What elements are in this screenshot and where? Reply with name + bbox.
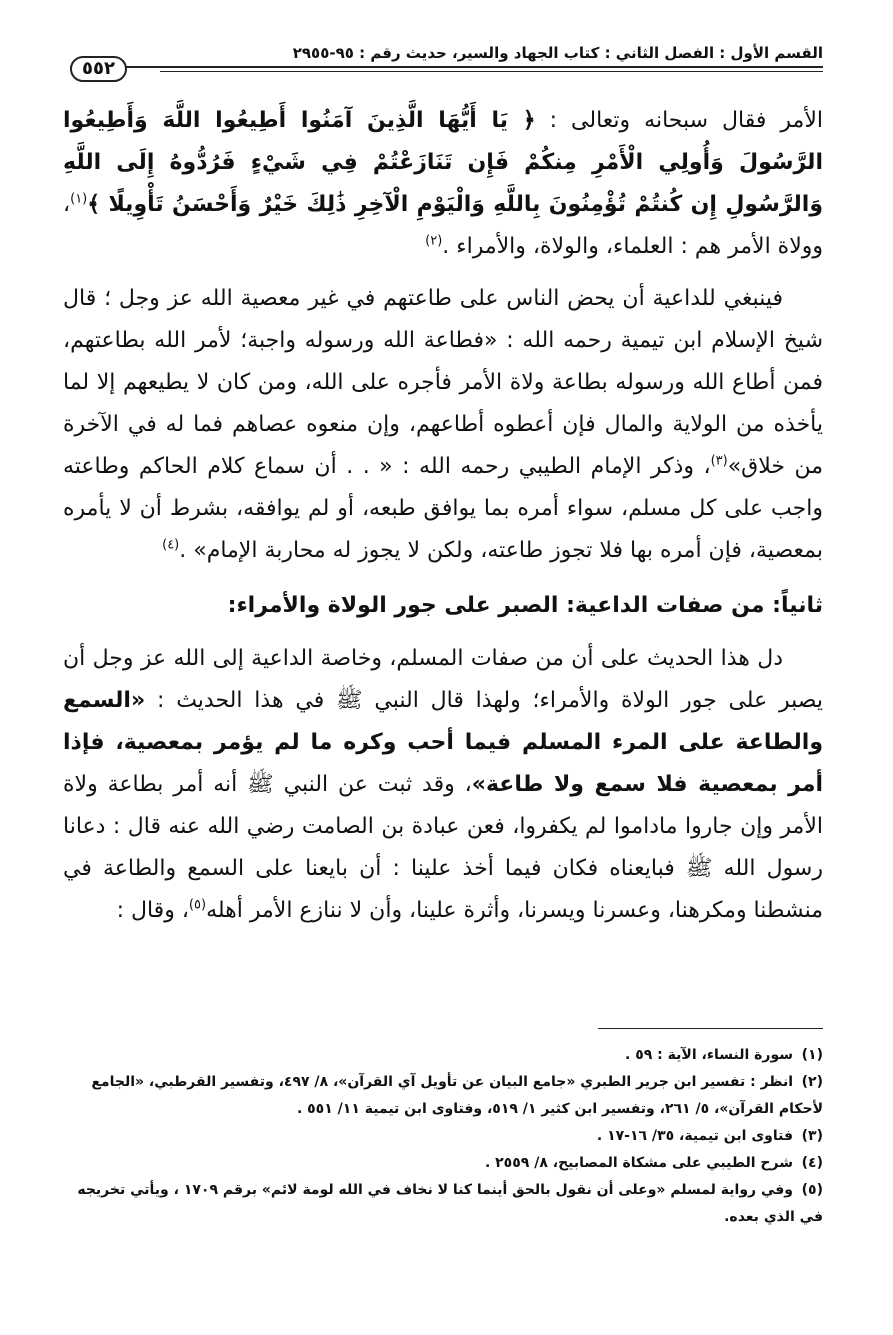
- header-rule-top: [70, 66, 823, 68]
- footnote-ref-2: (٢): [425, 233, 443, 249]
- footnote-ref-3: (٣): [710, 453, 728, 469]
- p1-end: ، وولاة الأمر هم : العلماء، والولاة، والأمراء .: [63, 192, 823, 259]
- running-head: القسم الأول : الفصل الثاني : كتاب الجهاد والسير، حديث رقم : ٩٥-٢٩٥٥: [292, 44, 823, 62]
- footnote-separator: [598, 1028, 823, 1029]
- header-rule-bottom: [160, 71, 823, 72]
- footnote-text: وفي رواية لمسلم «وعلى أن نقول بالحق أينما كنا لا نخاف في الله لومة لائم» برقم ١٧٠٩ ، ويأتي تخريجه في الذي بعده.: [77, 1182, 823, 1225]
- paragraph-3: [63, 638, 823, 932]
- footnote-number: (٥): [801, 1182, 823, 1198]
- footnote-item: [63, 1150, 823, 1177]
- paragraph-2: [63, 278, 823, 572]
- p3-end: ، وقد ثبت عن النبي ﷺ أنه أمر بطاعة ولاة الأمر وإن جاروا ماداموا لم يكفروا، فعن عبادة بن الصامت رضي الله عنه قال : دعانا رسول الله ﷺ فبايعناه فكان فيما أخذ علينا : أن بايعنا على السمع والطاعة في منشطنا ومكرهنا، وعسرنا ويسرنا، وأثرة علينا، وأن لا ننازع الأمر أهله: [63, 772, 823, 923]
- page-number: ٥٥٢: [70, 56, 127, 82]
- p2-mid: ، وذكر الإمام الطيبي رحمه الله : « . . أن سماع كلام الحاكم وطاعته واجب على كل مسلم، سواء أمره بما يوافق طبعه، أو لم يوافقه، بشرط أن لا يأمره بمعصية، فإن أمره بها فلا تجوز طاعته، ولكن لا يجوز له محاربة الإمام» .: [63, 454, 823, 563]
- footnote-item: [63, 1042, 823, 1069]
- footnote-item: [63, 1177, 823, 1231]
- footnote-number: (١): [801, 1047, 823, 1063]
- footnotes: [63, 1042, 823, 1231]
- footnote-text: شرح الطيبي على مشكاة المصابيح، ٨/ ٢٥٥٩ .: [484, 1155, 793, 1171]
- page-header: [70, 44, 823, 78]
- footnote-number: (٤): [801, 1155, 823, 1171]
- footnote-ref-4: (٤): [162, 537, 180, 553]
- paragraph-1: [63, 100, 823, 268]
- p2-start: فينبغي للداعية أن يحض الناس على طاعتهم في غير معصية الله عز وجل ؛ قال شيخ الإسلام ابن تيمية رحمه الله : «فطاعة الله ورسوله واجبة؛ لأمر الله بطاعتهم، فمن أطاع الله ورسوله بطاعة ولاة الأمر فأجره على الله، ومن كان لا يطيعهم إلا لما يأخذه من الولاية والمال فإن أعطوه أطاعهم، وإن منعوه عصاهم فما له في الآخرة من خلاق»: [63, 286, 824, 479]
- page-body: [63, 100, 823, 932]
- p1-start: الأمر فقال سبحانه وتعالى :: [535, 108, 823, 133]
- footnote-item: [63, 1069, 823, 1123]
- section-heading: ثانياً: من صفات الداعية: الصبر على جور الولاة والأمراء:: [227, 593, 823, 618]
- p3-tail: ، وقال :: [116, 898, 189, 923]
- footnote-item: [63, 1123, 823, 1150]
- quran-verse: ﴿ يَا أَيُّهَا الَّذِينَ آمَنُوا أَطِيعُوا اللَّهَ وَأَطِيعُوا الرَّسُولَ وَأُولِي الْأَمْرِ مِنكُمْ فَإِن تَنَازَعْتُمْ فِي شَيْءٍ فَرُدُّوهُ إِلَى اللَّهِ وَالرَّسُولِ إِن كُنتُمْ تُؤْمِنُونَ بِاللَّهِ وَالْيَوْمِ الْآخِرِ ذَٰلِكَ خَيْرٌ وَأَحْسَنُ تَأْوِيلًا ﴾: [63, 108, 823, 217]
- footnote-text: فتاوى ابن تيمية، ٣٥/ ١٦-١٧ .: [596, 1128, 793, 1144]
- footnote-ref-1: (١): [70, 191, 88, 207]
- footnote-text: انظر : تفسير ابن جرير الطبري «جامع البيان عن تأويل آي القرآن»، ٨/ ٤٩٧، وتفسير القرطبي، «الجامع لأحكام القرآن»، ٥/ ٢٦١، وتفسير ابن كثير ١/ ٥١٩، وفتاوى ابن تيمية ١١/ ٥٥١ .: [91, 1074, 823, 1117]
- hadith-text: «السمع والطاعة على المرء المسلم فيما أحب وكره ما لم يؤمر بمعصية، فإذا أمر بمعصية فلا سمع ولا طاعة»: [63, 688, 824, 797]
- footnote-number: (٢): [801, 1074, 823, 1090]
- p3-start: دل هذا الحديث على أن من صفات المسلم، وخاصة الداعية إلى الله عز وجل أن يصبر على جور الولاة والأمراء؛ ولهذا قال النبي ﷺ في هذا الحديث :: [63, 646, 823, 713]
- footnote-text: سورة النساء، الآية : ٥٩ .: [625, 1047, 793, 1063]
- footnote-ref-5: (٥): [188, 897, 207, 913]
- footnote-number: (٣): [801, 1128, 823, 1144]
